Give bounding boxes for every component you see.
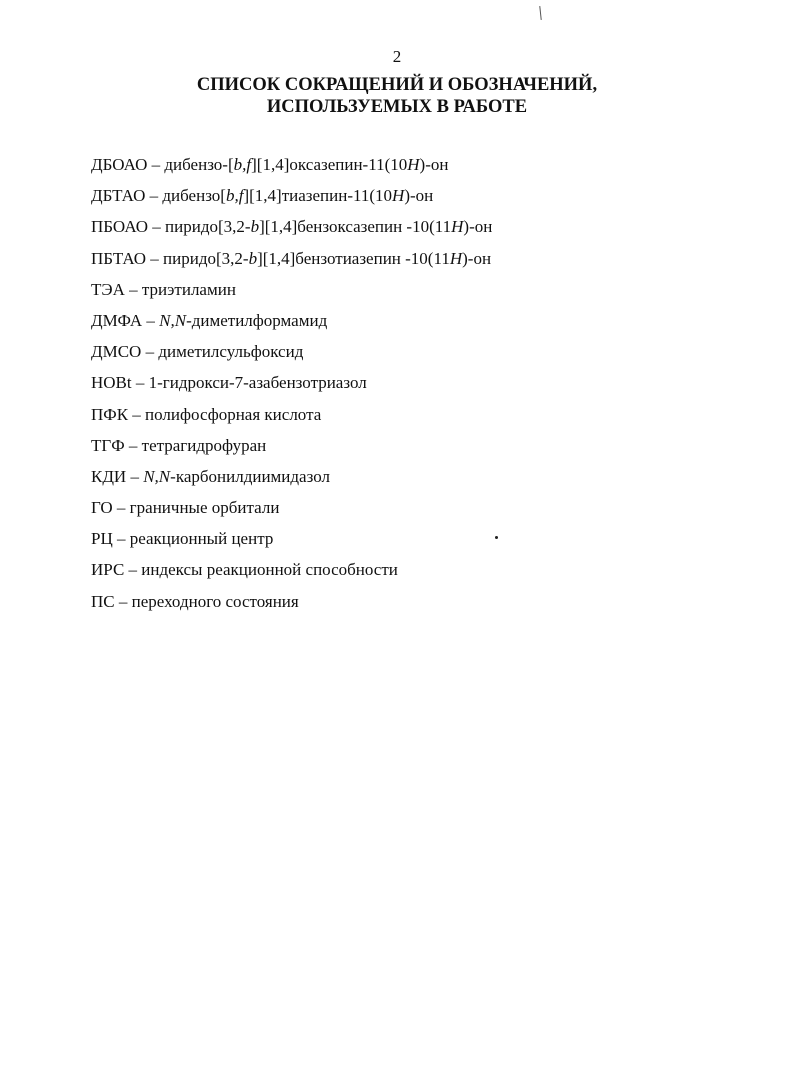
abbreviation-italic-segment: b bbox=[250, 217, 260, 237]
abbreviation-text-segment: ИРС – индексы реакционной способности bbox=[91, 560, 398, 580]
abbreviation-text-segment: ДБОАО – дибензо-[ bbox=[91, 155, 234, 174]
abbreviation-item bbox=[91, 305, 492, 336]
abbreviation-text-segment: )-он bbox=[462, 248, 492, 268]
abbreviation-text-segment: ПС – переходного состояния bbox=[91, 591, 299, 611]
title-line-1: СПИСОК СОКРАЩЕНИЙ И ОБОЗНАЧЕНИЙ, bbox=[196, 75, 598, 95]
abbreviation-item bbox=[91, 243, 492, 274]
abbreviation-italic-segment: H bbox=[407, 155, 420, 174]
abbreviation-italic-segment: b,f bbox=[225, 186, 244, 206]
abbreviation-italic-segment: N,N bbox=[159, 310, 187, 330]
abbreviation-item bbox=[91, 461, 492, 492]
abbreviation-item bbox=[91, 523, 492, 554]
title-line-2: ИСПОЛЬЗУЕМЫХ В РАБОТЕ bbox=[266, 97, 528, 117]
abbreviation-item bbox=[91, 274, 492, 305]
abbreviation-italic-segment: b bbox=[248, 248, 258, 268]
abbreviation-item bbox=[91, 211, 492, 242]
abbreviation-list bbox=[91, 149, 492, 617]
abbreviation-text-segment: ДМСО – диметилсульфоксид bbox=[91, 342, 304, 362]
abbreviation-text-segment: ][1,4]тиазепин-11(10 bbox=[243, 186, 393, 206]
abbreviation-text-segment: HOBt – 1-гидрокси-7-азабензотриазол bbox=[91, 373, 367, 393]
abbreviation-text-segment: ДМФА – bbox=[91, 310, 160, 330]
abbreviation-text-segment: ТЭА – триэтиламин bbox=[91, 279, 236, 299]
abbreviation-text-segment: ][1,4]бензоксазепин -10(11 bbox=[259, 217, 452, 237]
abbreviation-text-segment: ][1,4]оксазепин-11(10 bbox=[251, 155, 408, 174]
abbreviation-text-segment: )-он bbox=[419, 155, 449, 174]
abbreviation-text-segment: ТГФ – тетрагидрофуран bbox=[91, 435, 267, 455]
abbreviation-italic-segment: N,N bbox=[143, 466, 171, 486]
abbreviation-item bbox=[91, 586, 492, 617]
page-title bbox=[0, 74, 794, 118]
page-number: 2 bbox=[392, 47, 402, 66]
abbreviation-text-segment: КДИ – bbox=[91, 466, 144, 486]
abbreviation-text-segment: -карбонилдиимидазол bbox=[170, 466, 330, 486]
scan-speck bbox=[495, 536, 498, 539]
abbreviation-italic-segment: H bbox=[451, 217, 464, 237]
abbreviation-text-segment: )-он bbox=[463, 217, 493, 237]
abbreviation-item bbox=[91, 149, 492, 180]
abbreviation-item bbox=[91, 367, 492, 398]
abbreviation-item bbox=[91, 430, 492, 461]
abbreviation-text-segment: ПБТАО – пиридо[3,2- bbox=[91, 248, 249, 268]
abbreviation-text-segment: ][1,4]бензотиазепин -10(11 bbox=[257, 248, 450, 268]
abbreviation-text-segment: РЦ – реакционный центр bbox=[91, 529, 274, 549]
scan-artifact-mark bbox=[539, 6, 541, 20]
abbreviation-item bbox=[91, 180, 492, 211]
abbreviation-italic-segment: H bbox=[392, 186, 405, 206]
abbreviation-text-segment: ГО – граничные орбитали bbox=[91, 498, 280, 518]
abbreviation-text-segment: ПБОАО – пиридо[3,2- bbox=[91, 217, 251, 237]
abbreviation-italic-segment: H bbox=[449, 248, 463, 268]
abbreviation-item bbox=[91, 399, 492, 430]
abbreviation-item bbox=[91, 336, 492, 367]
abbreviation-item bbox=[91, 492, 492, 523]
abbreviation-text-segment: -диметилформамид bbox=[186, 310, 328, 330]
abbreviation-text-segment: ПФК – полифосфорная кислота bbox=[91, 404, 322, 424]
abbreviation-item bbox=[91, 554, 492, 585]
abbreviation-text-segment: ДБТАО – дибензо[ bbox=[91, 186, 226, 206]
abbreviation-italic-segment: b,f bbox=[233, 155, 252, 174]
abbreviation-text-segment: )-он bbox=[404, 186, 434, 206]
